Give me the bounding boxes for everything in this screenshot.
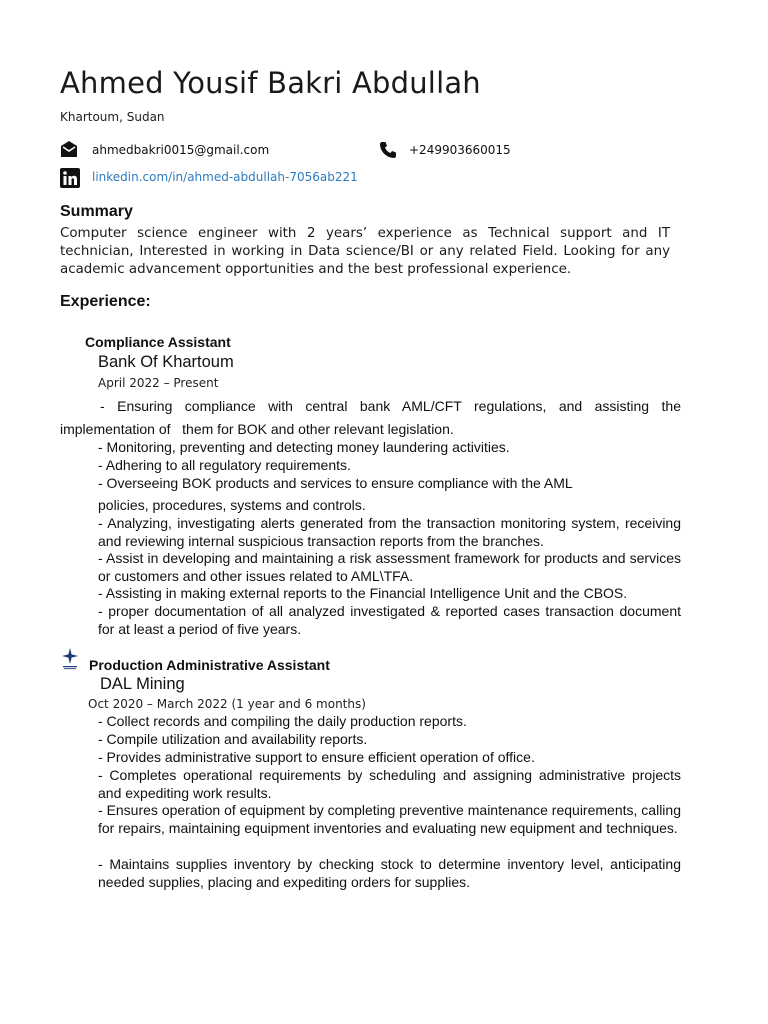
linkedin-icon <box>60 168 80 193</box>
phone-number[interactable]: +249903660015 <box>409 143 511 157</box>
list-item: implementation of them for BOK and other relevant legislation. <box>60 421 454 437</box>
resume-name: Ahmed Yousif Bakri Abdullah <box>60 66 481 100</box>
list-item: - Analyzing, investigating alerts generated from the transaction monitoring system, receiving and reviewing internal suspicious transaction reports from the branches. <box>98 515 681 549</box>
list-item: - proper documentation of all analyzed investigated & reported cases transaction document for at least a period of five years. <box>98 603 681 637</box>
job-title: Compliance Assistant <box>85 334 231 350</box>
phone-icon <box>379 141 397 164</box>
list-item: - Assisting in making external reports to the Financial Intelligence Unit and the CBOS. <box>98 585 628 601</box>
list-item: - Maintains supplies inventory by checking stock to determine inventory level, anticipating needed supplies, placing and expediting orders for supplies. <box>98 856 681 890</box>
list-item: - Ensures operation of equipment by completing preventive maintenance requirements, calling for repairs, maintaining equipment inventories and evaluating new equipment and techniques. <box>98 802 681 836</box>
email-link[interactable]: ahmedbakri0015@gmail.com <box>92 143 270 157</box>
list-item: - Overseeing BOK products and services to ensure compliance with the AML <box>98 475 573 491</box>
email-icon <box>60 140 78 163</box>
location: Khartoum, Sudan <box>60 110 165 124</box>
list-item: - Adhering to all regulatory requirements. <box>98 457 351 473</box>
summary-heading: Summary <box>60 203 133 220</box>
list-item: - Compile utilization and availability reports. <box>98 731 368 747</box>
list-item: - Monitoring, preventing and detecting money laundering activities. <box>98 439 510 455</box>
company-name: Bank Of Khartoum <box>98 353 234 371</box>
company-logo-icon <box>61 648 79 675</box>
job-title: Production Administrative Assistant <box>89 657 330 673</box>
experience-heading: Experience: <box>60 293 151 310</box>
list-item: - Collect records and compiling the daily production reports. <box>98 713 467 729</box>
linkedin-link[interactable]: linkedin.com/in/ahmed-abdullah-7056ab221 <box>92 170 358 184</box>
job-dates: Oct 2020 – March 2022 (1 year and 6 months) <box>88 697 366 711</box>
list-item: - Assist in developing and maintaining a risk assessment framework for products and services or customers and other issues related to AML\TFA. <box>98 550 681 584</box>
list-item: - Provides administrative support to ensure efficient operation of office. <box>98 749 535 765</box>
summary-text: Computer science engineer with 2 years’ experience as Technical support and IT technician, Interested in working in Data science/BI or any related Field. Looking for any academic advancement opportunities and the best professional experience. <box>60 226 670 277</box>
list-item: - Completes operational requirements by scheduling and assigning administrative projects and expediting work results. <box>98 767 681 801</box>
company-name: DAL Mining <box>100 675 185 693</box>
job-dates: April 2022 – Present <box>98 376 219 390</box>
list-item: policies, procedures, systems and controls. <box>98 497 366 513</box>
list-item: - Ensuring compliance with central bank AML/CFT regulations, and assisting the <box>100 398 681 414</box>
